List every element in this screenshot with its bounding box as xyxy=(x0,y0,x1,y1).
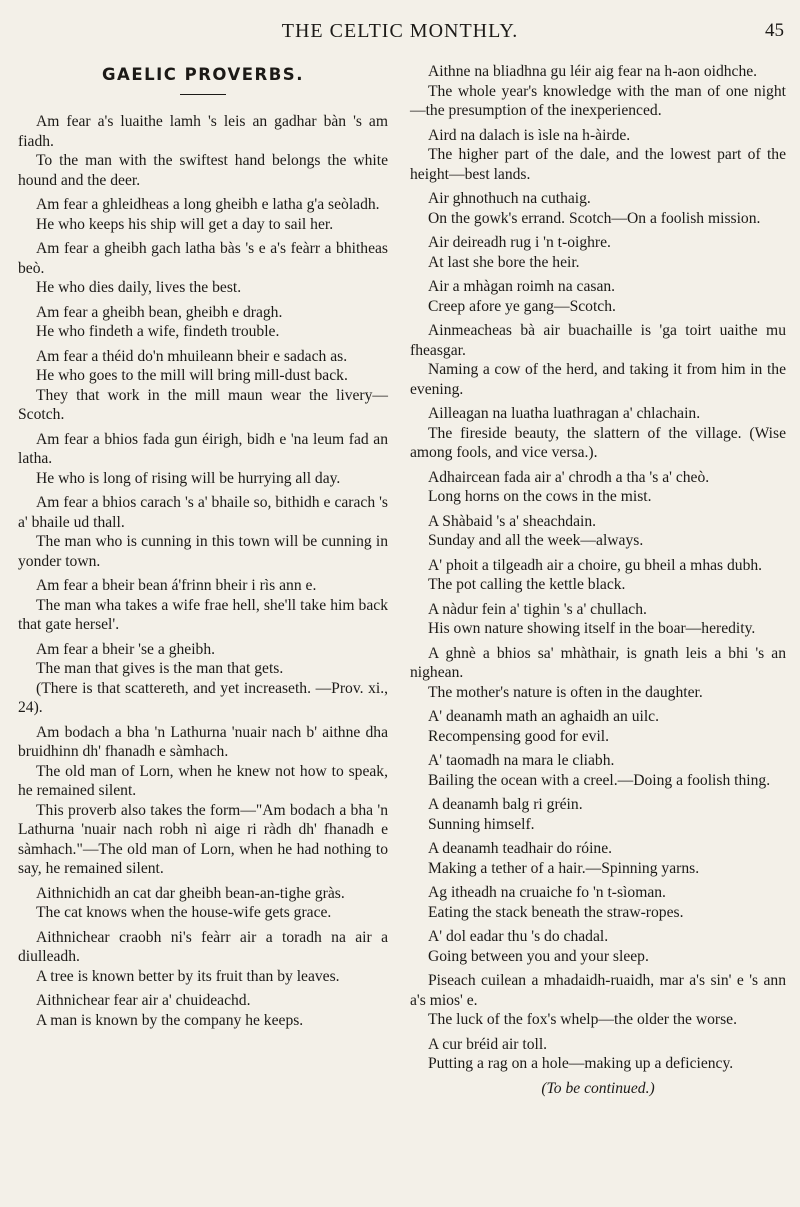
proverb-gaelic: Adhaircean fada air a' chrodh a tha 's a' cheò. xyxy=(428,468,710,486)
proverb-entry xyxy=(410,883,786,922)
running-head xyxy=(0,18,800,46)
proverb-entry xyxy=(410,600,786,639)
proverb-translation: The mother's nature is often in the daughter. xyxy=(428,683,703,701)
proverb-gaelic: Aithnichidh an cat dar gheibh bean-an-tighe gràs. xyxy=(36,884,345,902)
proverb-entry xyxy=(18,195,388,234)
proverb-gaelic: Am fear a gheibh gach latha bàs 's e a's feàrr a bhitheas beò. xyxy=(18,240,388,277)
proverb-gaelic: Ag itheadh na cruaiche fo 'n t-sìoman. xyxy=(428,884,666,901)
proverb-entry xyxy=(410,707,786,746)
proverb-translation: Eating the stack beneath the straw-ropes. xyxy=(428,903,684,921)
proverb-entry xyxy=(18,723,388,879)
proverb-gaelic: Aird na dalach is ìsle na h-àirde. xyxy=(428,126,631,144)
proverb-translation: A man is known by the company he keeps. xyxy=(36,1011,304,1029)
proverb-gaelic: Am bodach a bha 'n Lathurna 'nuair nach b' aithne dha bruidhinn dh' fhanadh e sàmhach. xyxy=(18,723,388,760)
proverb-gaelic: Aithnichear fear air a' chuideachd. xyxy=(36,992,251,1009)
proverb-gaelic: Air deireadh rug i 'n t-oighre. xyxy=(428,234,611,251)
proverb-gaelic: A Shàbaid 's a' sheachdain. xyxy=(428,512,597,530)
proverb-translation: Going between you and your sleep. xyxy=(428,947,649,965)
proverb-gaelic: Air ghnothuch na cuthaig. xyxy=(428,190,591,207)
proverb-gaelic: A deanamh teadhair do róine. xyxy=(428,840,613,857)
proverb-gaelic: Am fear a gheibh bean, gheibh e dragh. xyxy=(36,303,283,321)
proverb-entry xyxy=(410,512,786,551)
proverb-translation: Sunning himself. xyxy=(428,815,535,833)
proverb-entry xyxy=(410,321,786,399)
proverb-entry xyxy=(18,303,388,342)
proverb-gaelic: Air a mhàgan roimh na casan. xyxy=(428,278,616,295)
proverb-translation: Recompensing good for evil. xyxy=(428,727,610,745)
proverb-entry xyxy=(410,62,786,121)
proverb-translation: He who findeth a wife, findeth trouble. xyxy=(36,323,280,340)
proverb-gaelic: A nàdur fein a' tighin 's a' chullach. xyxy=(428,600,647,618)
left-column xyxy=(18,62,388,1035)
proverb-translation: They that work in the mill maun wear the livery—Scotch. xyxy=(18,386,388,423)
proverb-gaelic: A cur bréid air toll. xyxy=(428,1035,548,1053)
proverb-entry xyxy=(18,884,388,923)
proverb-gaelic: Am fear a's luaithe lamh 's leis an gadhar bàn 's am fiadh. xyxy=(18,113,388,150)
proverb-translation: At last she bore the heir. xyxy=(428,253,580,271)
proverb-translation: The higher part of the dale, and the lowest part of the height—best lands. xyxy=(410,146,786,183)
proverb-entry xyxy=(410,971,786,1030)
proverb-entry xyxy=(18,493,388,571)
proverb-translation: Bailing the ocean with a creel.—Doing a foolish thing. xyxy=(428,771,771,789)
proverb-translation: A tree is known better by its fruit than by leaves. xyxy=(36,967,340,985)
proverb-translation: The man wha takes a wife frae hell, she'll take him back that gate hersel'. xyxy=(18,596,388,633)
proverb-gaelic: A ghnè a bhios sa' mhàthair, is gnath leis a bhi 's an nighean. xyxy=(410,644,786,681)
proverb-gaelic: Am fear a bheir 'se a gheibh. xyxy=(36,640,216,658)
proverb-gaelic: Am fear a bhios fada gun éirigh, bidh e 'na leum fad an latha. xyxy=(18,430,388,467)
proverb-translation: He who is long of rising will be hurrying all day. xyxy=(36,469,341,487)
proverb-entry xyxy=(410,404,786,463)
proverb-translation: The cat knows when the house-wife gets grace. xyxy=(36,904,332,921)
proverb-translation: Putting a rag on a hole—making up a deficiency. xyxy=(428,1055,734,1072)
journal-title: THE CELTIC MONTHLY. xyxy=(281,20,519,42)
proverb-gaelic: Am fear a bheir bean á'frinn bheir i rìs ann e. xyxy=(36,577,317,594)
continued-note: (To be continued.) xyxy=(541,1079,655,1097)
proverb-gaelic: Aithnichear craobh ni's feàrr air a toradh na air a diulleadh. xyxy=(18,928,388,965)
proverb-translation: Sunday and all the week—always. xyxy=(428,532,644,549)
proverb-translation: This proverb also takes the form—"Am bodach a bha 'n Lathurna 'nuair nach robh nì aige ri ràdh dh' fhanadh e sàmhach."—The old man of Lorn, when he had nothing to say, he remained silent. xyxy=(18,801,388,877)
proverb-entry xyxy=(410,556,786,595)
proverb-entry xyxy=(410,126,786,185)
proverb-translation: He who goes to the mill will bring mill-dust back. xyxy=(36,367,348,384)
proverb-entry xyxy=(18,347,388,425)
proverb-translation: The whole year's knowledge with the man of one night—the presumption of the inexperienced. xyxy=(410,82,786,119)
proverb-gaelic: A' deanamh math an aghaidh an uilc. xyxy=(428,708,660,725)
proverb-list-right xyxy=(410,62,786,1074)
proverb-translation: The pot calling the kettle black. xyxy=(428,576,626,593)
title-rule xyxy=(180,94,226,95)
proverb-entry xyxy=(18,239,388,298)
page-number: 45 xyxy=(765,20,784,41)
proverb-translation: His own nature showing itself in the boar—heredity. xyxy=(428,620,756,637)
proverb-gaelic: Piseach cuilean a mhadaidh-ruaidh, mar a's sin' e 's ann a's mios' e. xyxy=(410,972,786,1009)
proverb-translation: Creep afore ye gang—Scotch. xyxy=(428,297,616,315)
proverb-translation: The luck of the fox's whelp—the older the worse. xyxy=(428,1011,737,1028)
article-title: GAELIC PROVERBS. xyxy=(102,65,304,84)
proverb-entry xyxy=(18,112,388,190)
proverb-entry xyxy=(410,644,786,703)
proverb-gaelic: Am fear a ghleidheas a long gheibh e latha g'a seòladh. xyxy=(36,196,380,213)
proverb-entry xyxy=(410,795,786,834)
proverb-entry xyxy=(410,839,786,878)
proverb-gaelic: A' taomadh na mara le cliabh. xyxy=(428,752,615,769)
proverb-gaelic: Aithne na bliadhna gu léir aig fear na h-aon oidhche. xyxy=(428,63,758,80)
proverb-gaelic: A' dol eadar thu 's do chadal. xyxy=(428,928,609,945)
proverb-entry xyxy=(410,751,786,790)
proverb-translation: He who keeps his ship will get a day to sail her. xyxy=(36,215,334,233)
proverb-translation: Long horns on the cows in the mist. xyxy=(428,488,652,505)
proverb-translation: (There is that scattereth, and yet increaseth. —Prov. xi., 24). xyxy=(18,679,388,716)
proverb-translation: The fireside beauty, the slattern of the village. (Wise among fools, and vice versa.). xyxy=(410,424,786,461)
proverb-entry xyxy=(18,640,388,718)
proverb-gaelic: Ailleagan na luatha luathragan a' chlachain. xyxy=(428,405,701,422)
proverb-gaelic: Am fear a bhios carach 's a' bhaile so, bithidh e carach 's a' bhaile ud thall. xyxy=(18,494,388,531)
proverb-translation: The man who is cunning in this town will be cunning in yonder town. xyxy=(18,533,388,570)
proverb-gaelic: Am fear a théid do'n mhuileann bheir e sadach as. xyxy=(36,347,348,365)
proverb-list-left xyxy=(18,112,388,1030)
proverb-entry xyxy=(18,576,388,635)
proverb-entry xyxy=(410,1035,786,1074)
proverb-entry xyxy=(18,991,388,1030)
proverb-entry xyxy=(410,927,786,966)
proverb-translation: To the man with the swiftest hand belongs the white hound and the deer. xyxy=(18,152,388,189)
proverb-translation: Making a tether of a hair.—Spinning yarns. xyxy=(428,859,700,877)
proverb-entry xyxy=(18,928,388,987)
right-column xyxy=(410,62,786,1098)
proverb-entry xyxy=(410,277,786,316)
proverb-translation: The old man of Lorn, when he knew not how to speak, he remained silent. xyxy=(18,762,388,799)
proverb-entry xyxy=(410,468,786,507)
proverb-gaelic: A' phoit a tilgeadh air a choire, gu bheil a mhas dubh. xyxy=(428,556,763,574)
proverb-gaelic: Ainmeacheas bà air buachaille is 'ga toirt uaithe mu fheasgar. xyxy=(410,322,786,359)
proverb-entry xyxy=(410,189,786,228)
proverb-translation: Naming a cow of the herd, and taking it from him in the evening. xyxy=(410,361,786,398)
proverb-translation: On the gowk's errand. Scotch—On a foolish mission. xyxy=(428,209,761,227)
proverb-entry xyxy=(410,233,786,272)
proverb-translation: He who dies daily, lives the best. xyxy=(36,279,242,296)
proverb-entry xyxy=(18,430,388,489)
proverb-translation: The man that gives is the man that gets. xyxy=(36,660,284,677)
proverb-gaelic: A deanamh balg ri gréin. xyxy=(428,796,583,813)
